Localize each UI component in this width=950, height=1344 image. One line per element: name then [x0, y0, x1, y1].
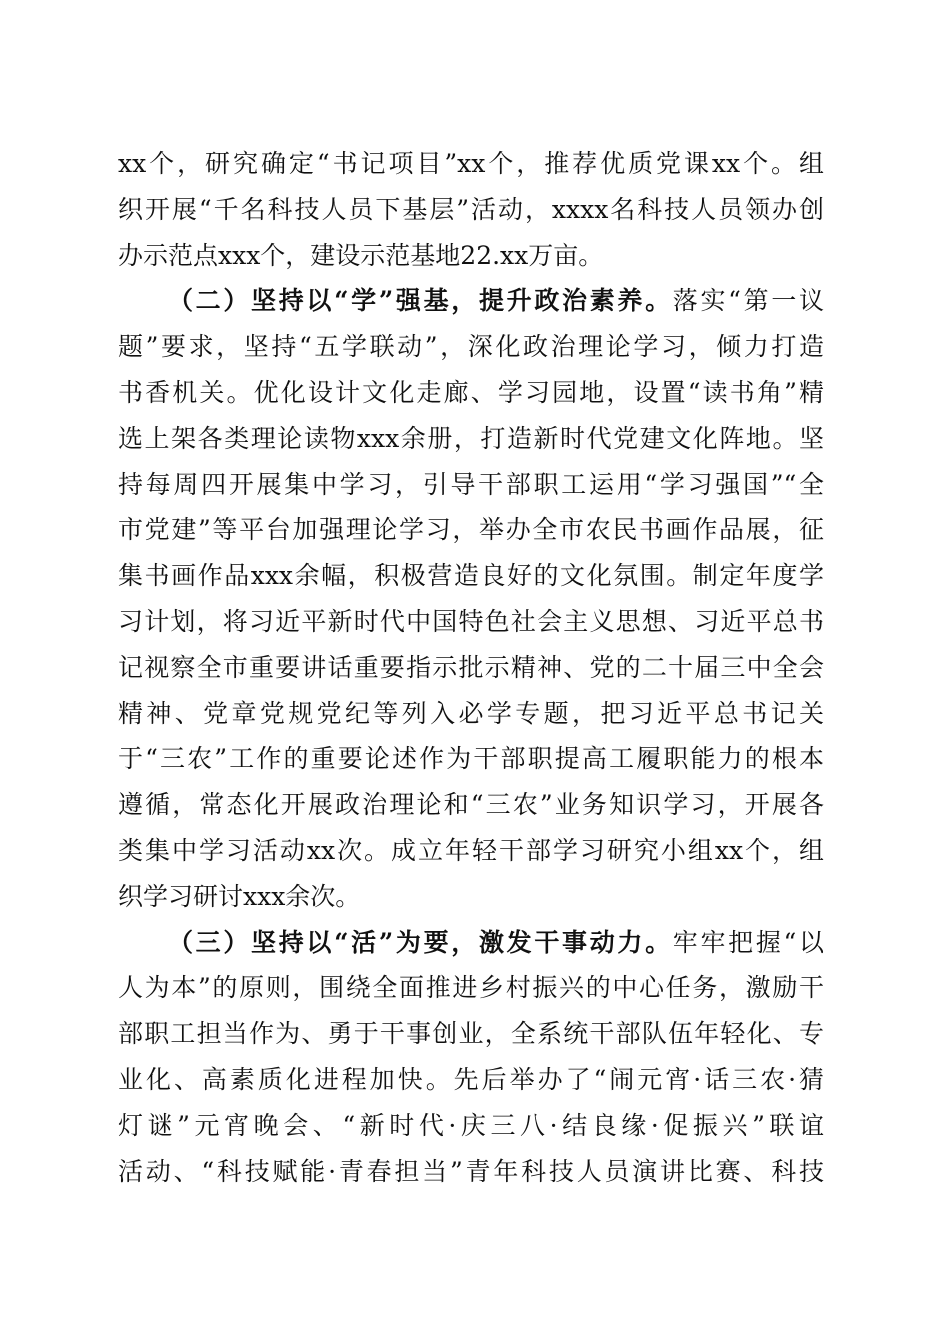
text-line: 类集中学习活动xx次。成立年轻干部学习研究小组xx个，组 — [118, 835, 824, 865]
text-line: 人为本”的原则，围绕全面推进乡村振兴的中心任务，激励干 — [118, 973, 824, 1003]
text-line: 于“三农”工作的重要论述作为干部职提高工履职能力的根本 — [118, 744, 824, 774]
text-line: 织开展“千名科技人员下基层”活动，xxxx名科技人员领办创 — [118, 194, 824, 224]
text-line: 办示范点xxx个，建设示范基地22.xx万亩。 — [118, 240, 604, 270]
text-line: 遵循，常态化开展政治理论和“三农”业务知识学习，开展各 — [118, 790, 824, 820]
text-line: 市党建”等平台加强理论学习，举办全市农民书画作品展，征 — [118, 515, 824, 545]
text-line-first — [118, 920, 824, 966]
text-line: 织学习研讨xxx余次。 — [118, 881, 361, 911]
text-line: 书香机关。优化设计文化走廊、学习园地，设置“读书角”精 — [118, 377, 824, 407]
section-heading-2: （二）坚持以“学”强基，提升政治素养。 — [168, 286, 673, 316]
text-run: 落实“第一议 — [672, 286, 825, 316]
section-heading-3: （三）坚持以“活”为要，激发干事动力。 — [168, 927, 673, 957]
text-line: 记视察全市重要讲话重要指示批示精神、党的二十届三中全会 — [118, 652, 824, 682]
text-line: 活动、“科技赋能·青春担当”青年科技人员演讲比赛、科技 — [118, 1156, 824, 1186]
text-line: 题”要求，坚持“五学联动”，深化政治理论学习，倾力打造 — [118, 332, 824, 362]
text-line-first — [118, 278, 824, 324]
document-body — [118, 141, 824, 1194]
text-line: 精神、党章党规党纪等列入必学专题，把习近平总书记关 — [118, 698, 824, 728]
text-line: 部职工担当作为、勇于干事创业，全系统干部队伍年轻化、专 — [118, 1019, 824, 1049]
text-line: 灯谜”元宵晚会、“新时代·庆三八·结良缘·促振兴”联谊 — [118, 1110, 824, 1140]
paragraph-3 — [118, 920, 824, 1195]
text-run: 牢牢把握“以 — [672, 927, 825, 957]
text-line: 集书画作品xxx余幅，积极营造良好的文化氛围。制定年度学 — [118, 561, 824, 591]
text-line: 持每周四开展集中学习，引导干部职工运用“学习强国”“全 — [118, 469, 824, 499]
paragraph-2 — [118, 278, 824, 919]
text-line: 业化、高素质化进程加快。先后举办了“闹元宵·话三农·猜 — [118, 1064, 824, 1094]
paragraph-1 — [118, 141, 824, 278]
text-line: 习计划，将习近平新时代中国特色社会主义思想、习近平总书 — [118, 606, 824, 636]
text-line: 选上架各类理论读物xxx余册，打造新时代党建文化阵地。坚 — [118, 423, 824, 453]
text-line: xx个，研究确定“书记项目”xx个，推荐优质党课xx个。组 — [118, 149, 824, 178]
